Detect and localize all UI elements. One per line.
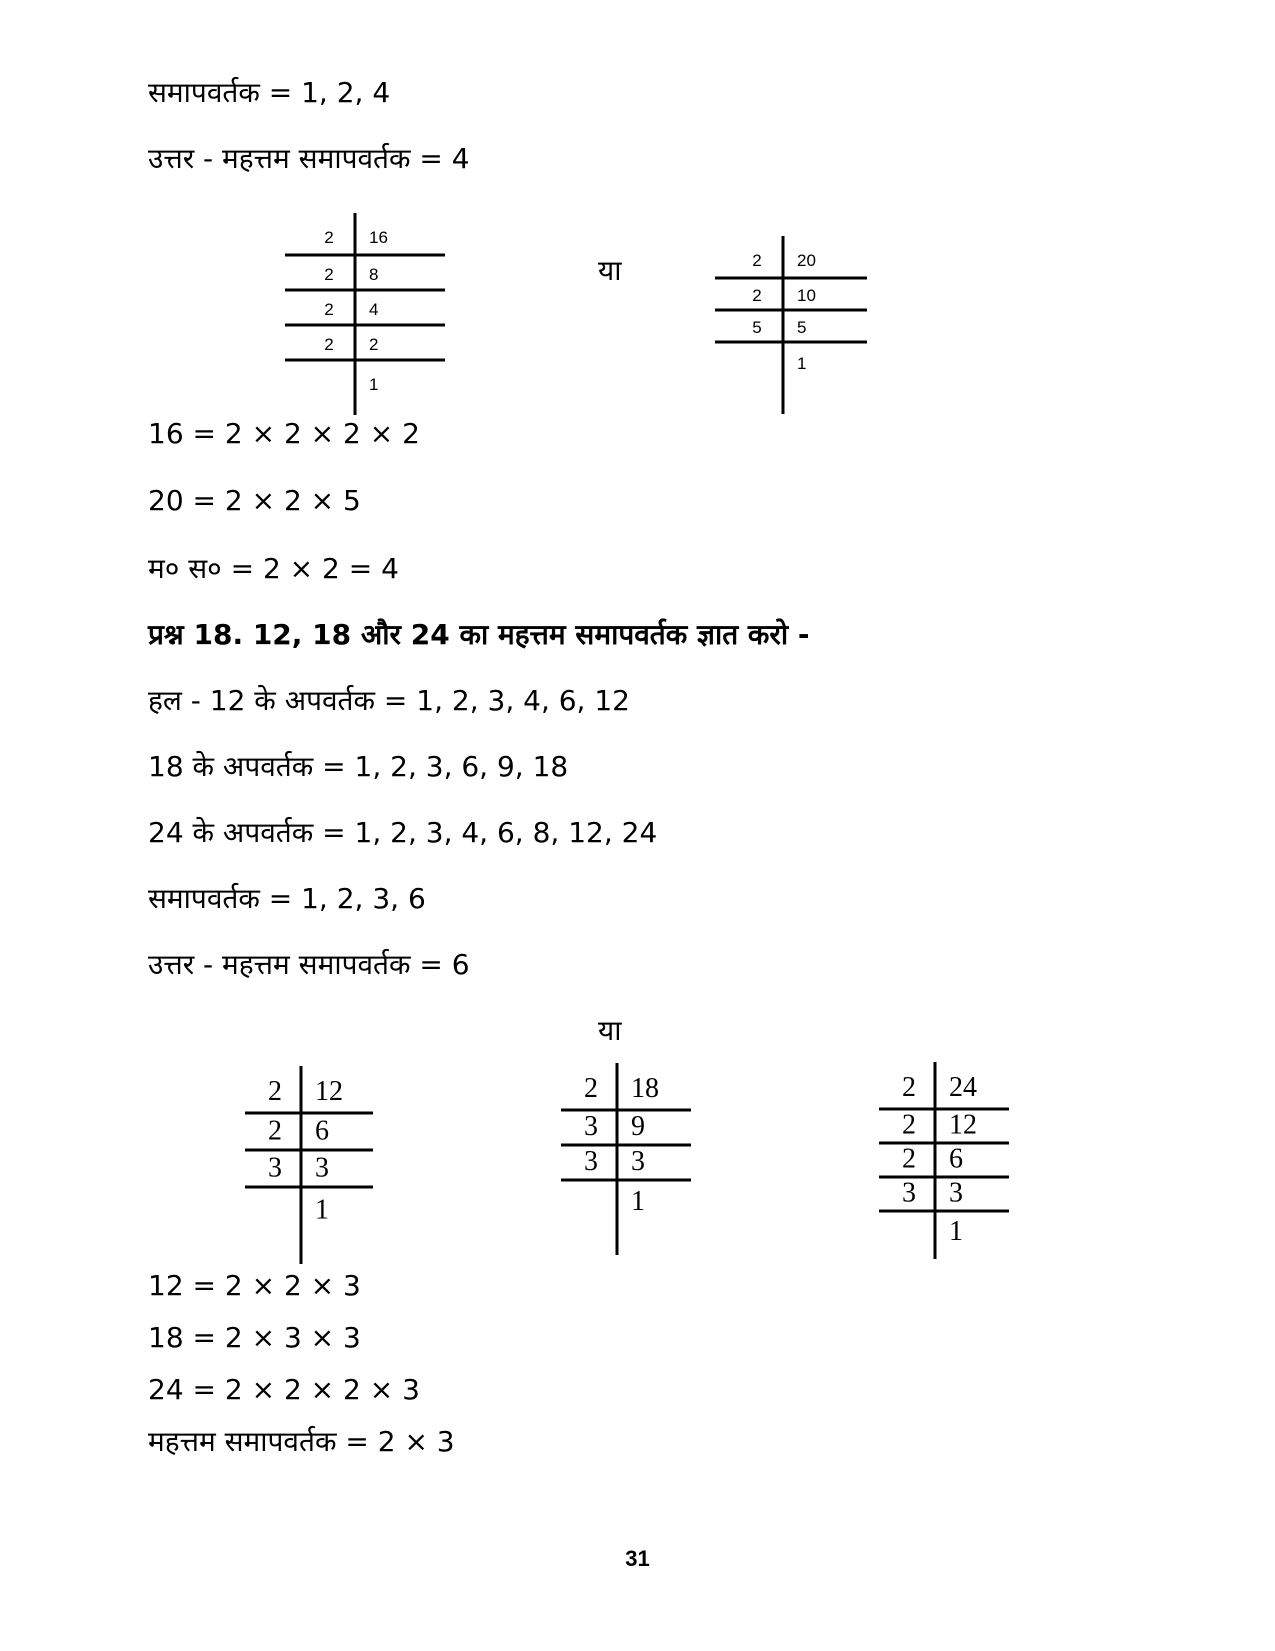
ladder-divisor: 2	[268, 1075, 282, 1107]
ladder-quotient: 12	[315, 1075, 343, 1107]
ladder-divisor: 3	[584, 1111, 598, 1143]
ladder-divisor: 2	[324, 300, 334, 320]
ladder-divisor: 2	[752, 251, 762, 271]
hcf-short-line: म० स० = 2 × 2 = 4	[148, 552, 399, 585]
or-label-2: या	[598, 1014, 622, 1047]
ladder-divisor: 2	[324, 265, 334, 285]
common-factors-line-2: समापवर्तक = 1, 2, 3, 6	[148, 882, 426, 915]
ladder-quotient-final: 1	[631, 1185, 645, 1217]
hcf-result-line: महत्तम समापवर्तक = 2 × 3	[148, 1425, 455, 1458]
factorization-24-line: 24 = 2 × 2 × 2 × 3	[148, 1373, 420, 1406]
division-ladder-16	[285, 213, 445, 398]
ladder-divisor: 2	[902, 1143, 916, 1175]
ladder-quotient: 10	[797, 286, 816, 306]
division-ladder-20-svg	[715, 236, 875, 416]
ladder-quotient: 4	[369, 300, 379, 320]
factors-18-line: 18 के अपवर्तक = 1, 2, 3, 6, 9, 18	[148, 750, 569, 783]
ladder-quotient: 3	[631, 1146, 645, 1178]
ladder-divisor: 2	[324, 228, 334, 248]
ladder-quotient: 6	[949, 1143, 963, 1175]
ladder-divisor: 2	[902, 1071, 916, 1103]
division-ladder-12-svg	[245, 1066, 385, 1271]
factorization-20-line: 20 = 2 × 2 × 5	[148, 484, 361, 517]
ladder-divisor: 2	[902, 1109, 916, 1141]
division-ladder-24-svg	[879, 1062, 1019, 1267]
common-factors-line: समापवर्तक = 1, 2, 4	[148, 76, 391, 109]
factorization-12-line: 12 = 2 × 2 × 3	[148, 1269, 361, 1302]
ladder-quotient: 3	[949, 1177, 963, 1209]
question-18-heading: प्रश्न 18. 12, 18 और 24 का महत्तम समापवर्तक ज्ञात करो -	[148, 618, 810, 651]
ladder-divisor: 3	[268, 1152, 282, 1184]
ladder-quotient: 2	[369, 335, 379, 355]
factorization-18-line: 18 = 2 × 3 × 3	[148, 1321, 361, 1354]
division-ladder-12	[245, 1066, 385, 1271]
ladder-quotient-final: 1	[949, 1215, 963, 1247]
ladder-divisor: 3	[902, 1177, 916, 1209]
factorization-16-line: 16 = 2 × 2 × 2 × 2	[148, 417, 420, 450]
ladder-divisor: 2	[324, 335, 334, 355]
ladder-quotient: 18	[631, 1072, 659, 1104]
ladder-quotient-final: 1	[369, 374, 379, 394]
factors-12-line: हल - 12 के अपवर्तक = 1, 2, 3, 4, 6, 12	[148, 684, 630, 717]
ladder-quotient: 9	[631, 1111, 645, 1143]
division-ladder-18	[561, 1063, 701, 1263]
ladder-divisor: 2	[268, 1115, 282, 1147]
ladder-quotient: 24	[949, 1071, 977, 1103]
division-ladder-16-svg	[285, 213, 445, 398]
ladder-divisor: 3	[584, 1146, 598, 1178]
division-ladder-20	[715, 236, 875, 416]
page-number: 31	[625, 1546, 650, 1571]
ladder-divisor: 2	[584, 1072, 598, 1104]
ladder-quotient: 12	[949, 1109, 977, 1141]
answer-hcf-line: उत्तर - महत्तम समापवर्तक = 4	[148, 142, 470, 175]
ladder-quotient: 6	[315, 1115, 329, 1147]
ladder-quotient: 16	[369, 228, 388, 248]
ladder-quotient: 20	[797, 251, 816, 271]
division-ladder-24	[879, 1062, 1019, 1267]
or-label-1: या	[598, 254, 622, 287]
ladder-divisor: 5	[752, 318, 762, 338]
ladder-quotient: 3	[315, 1152, 329, 1184]
factors-24-line: 24 के अपवर्तक = 1, 2, 3, 4, 6, 8, 12, 24	[148, 816, 658, 849]
ladder-quotient: 8	[369, 265, 379, 285]
ladder-quotient-final: 1	[315, 1194, 329, 1226]
ladder-quotient: 5	[797, 318, 807, 338]
ladder-quotient-final: 1	[797, 354, 807, 374]
answer-hcf-line-2: उत्तर - महत्तम समापवर्तक = 6	[148, 948, 470, 981]
division-ladder-18-svg	[561, 1063, 701, 1263]
ladder-divisor: 2	[752, 286, 762, 306]
